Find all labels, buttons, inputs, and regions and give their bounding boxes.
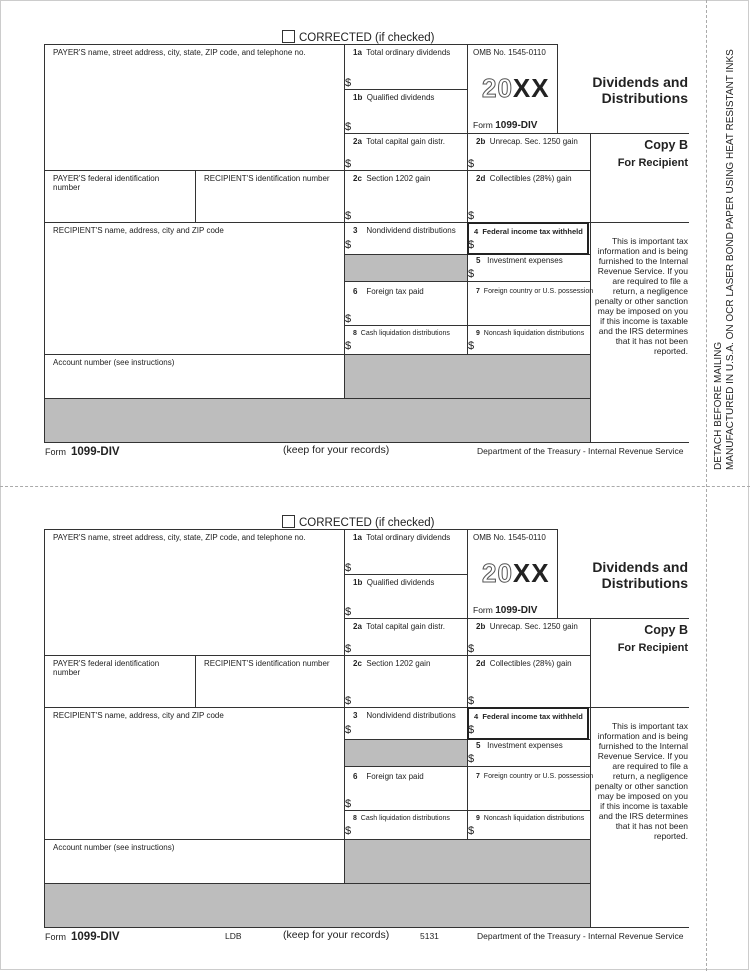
box-2d-label: 2d Collectibles (28%) gain [476,659,572,668]
box-8-label: 8 Cash liquidation distributions [353,330,450,337]
line [44,354,590,355]
form-id-inner: Form 1099-DIV [473,120,538,131]
account-number-label: Account number (see instructions) [53,358,175,367]
copy-label: Copy B [644,138,688,152]
line [44,927,689,928]
line [557,44,558,133]
box-4-dollar: $ [468,724,475,736]
tax-year: 20XX [482,558,550,588]
box-2d-label: 2d Collectibles (28%) gain [476,174,572,183]
corrected-checkbox[interactable] [282,515,295,528]
line [467,44,468,354]
important-tax-notice: This is important tax information and is being furnished to the Internal Revenue Service. If you are required to file a return, a negligence penalty or other sanction may be imposed on you if this income is taxable and the IRS determines that it has not been reported. [594,236,688,356]
recipient-tin-label: RECIPIENT'S identification number [204,174,330,183]
box-2b-label: 2b Unrecap. Sec. 1250 gain [476,622,578,631]
box-9-dollar: $ [468,825,475,837]
box-5-label: 5 Investment expenses [476,256,563,265]
box-7-label: 7 Foreign country or U.S. possession [476,288,594,295]
form-title: Dividends and Distributions [592,74,688,106]
corrected-checkbox[interactable] [282,30,295,43]
line [44,398,590,399]
box-2b-dollar: $ [468,158,475,170]
for-recipient-label: For Recipient [617,642,688,654]
box-1a-label: 1a Total ordinary dividends [353,48,451,57]
form-footer-id: Form 1099-DIV [45,931,120,943]
keep-records-text: (keep for your records) [283,444,390,456]
form-copy-bottom [0,485,750,970]
recipient-name-label: RECIPIENT'S name, address, city and ZIP code [53,711,224,720]
box-1a-dollar: $ [345,562,352,574]
box-9-label: 9 Noncash liquidation distributions [476,330,585,337]
department-text: Department of the Treasury - Internal Revenue Service [477,931,684,941]
box-1a-dollar: $ [345,77,352,89]
box-3-dollar: $ [345,239,352,251]
payer-tin-label: PAYER'S federal identification number [53,659,160,677]
line [44,442,689,443]
box-6-label: 6 Foreign tax paid [353,772,424,781]
line [44,44,45,443]
box-8-dollar: $ [345,825,352,837]
box-2b-dollar: $ [468,643,475,655]
box-9-dollar: $ [468,340,475,352]
manufactured-text: MANUFACTURED IN U.S.A. ON OCR LASER BOND PAPER USING HEAT RESISTANT INKS [725,49,736,470]
line [44,839,590,840]
omb-number: OMB No. 1545-0110 [473,48,546,57]
box-6-dollar: $ [345,313,352,325]
box-2a-dollar: $ [345,158,352,170]
grey-shade-account [345,354,590,398]
grey-shade-bottom [45,883,590,927]
copy-label: Copy B [644,623,688,637]
line [44,222,689,223]
corrected-checkbox-row[interactable] [282,30,434,44]
box-5-label: 5 Investment expenses [476,741,563,750]
line [44,707,689,708]
box-4-dollar: $ [468,239,475,251]
corrected-label: CORRECTED (if checked) [299,32,435,44]
box-3-label: 3 Nondividend distributions [353,711,456,720]
line [44,655,590,656]
line [195,655,196,707]
box-8-dollar: $ [345,340,352,352]
line [344,89,467,90]
payer-name-label: PAYER'S name, street address, city, state, ZIP code, and telephone no. [53,48,306,57]
box-3-dollar: $ [345,724,352,736]
line [344,618,689,619]
box-2c-label: 2c Section 1202 gain [353,659,431,668]
box-6-label: 6 Foreign tax paid [353,287,424,296]
important-tax-notice: This is important tax information and is being furnished to the Internal Revenue Service. If you are required to file a return, a negligence penalty or other sanction may be imposed on you if this income is taxable and the IRS determines that it has not been reported. [594,721,688,841]
recipient-tin-label: RECIPIENT'S identification number [204,659,330,668]
box-2c-label: 2c Section 1202 gain [353,174,431,183]
box-2c-dollar: $ [345,695,352,707]
tax-year: 20XX [482,73,550,103]
form-copy-top [0,0,750,485]
box-2b-label: 2b Unrecap. Sec. 1250 gain [476,137,578,146]
department-text: Department of the Treasury - Internal Revenue Service [477,446,684,456]
grey-shade-bottom [45,398,590,442]
box-1b-dollar: $ [345,121,352,133]
form-id-inner: Form 1099-DIV [473,605,538,616]
line [195,170,196,222]
box-1b-dollar: $ [345,606,352,618]
box-1b-label: 1b Qualified dividends [353,93,435,102]
box-5-dollar: $ [468,753,475,765]
box-2a-label: 2a Total capital gain distr. [353,622,445,631]
keep-records-text: (keep for your records) [283,929,390,941]
form-code: 5131 [420,931,439,941]
corrected-label: CORRECTED (if checked) [299,517,435,529]
box-2a-label: 2a Total capital gain distr. [353,137,445,146]
line [44,883,590,884]
box-4-label: 4 Federal income tax withheld [474,712,583,721]
payer-name-label: PAYER'S name, street address, city, state, ZIP code, and telephone no. [53,533,306,542]
for-recipient-label: For Recipient [617,157,688,169]
recipient-name-label: RECIPIENT'S name, address, city and ZIP code [53,226,224,235]
account-number-label: Account number (see instructions) [53,843,175,852]
ldb-code: LDB [225,931,242,941]
grey-shade-account [345,839,590,883]
line [344,574,467,575]
box-5-dollar: $ [468,268,475,280]
line [44,44,557,45]
line [44,529,557,530]
box-7-label: 7 Foreign country or U.S. possession [476,773,594,780]
box-2d-dollar: $ [468,695,475,707]
box-6-dollar: $ [345,798,352,810]
line [557,529,558,618]
grey-shade-5 [345,739,467,766]
line [344,133,689,134]
box-1b-label: 1b Qualified dividends [353,578,435,587]
grey-shade-5 [345,254,467,281]
line [44,529,45,928]
line [44,170,590,171]
corrected-checkbox-row[interactable] [282,515,434,529]
box-2c-dollar: $ [345,210,352,222]
box-9-label: 9 Noncash liquidation distributions [476,815,585,822]
line [467,529,468,839]
form-footer-id: Form 1099-DIV [45,446,120,458]
box-2d-dollar: $ [468,210,475,222]
detach-text: DETACH BEFORE MAILING [713,341,724,470]
box-2a-dollar: $ [345,643,352,655]
box-1a-label: 1a Total ordinary dividends [353,533,451,542]
omb-number: OMB No. 1545-0110 [473,533,546,542]
box-8-label: 8 Cash liquidation distributions [353,815,450,822]
payer-tin-label: PAYER'S federal identification number [53,174,160,192]
form-title: Dividends and Distributions [592,559,688,591]
box-3-label: 3 Nondividend distributions [353,226,456,235]
box-4-label: 4 Federal income tax withheld [474,227,583,236]
